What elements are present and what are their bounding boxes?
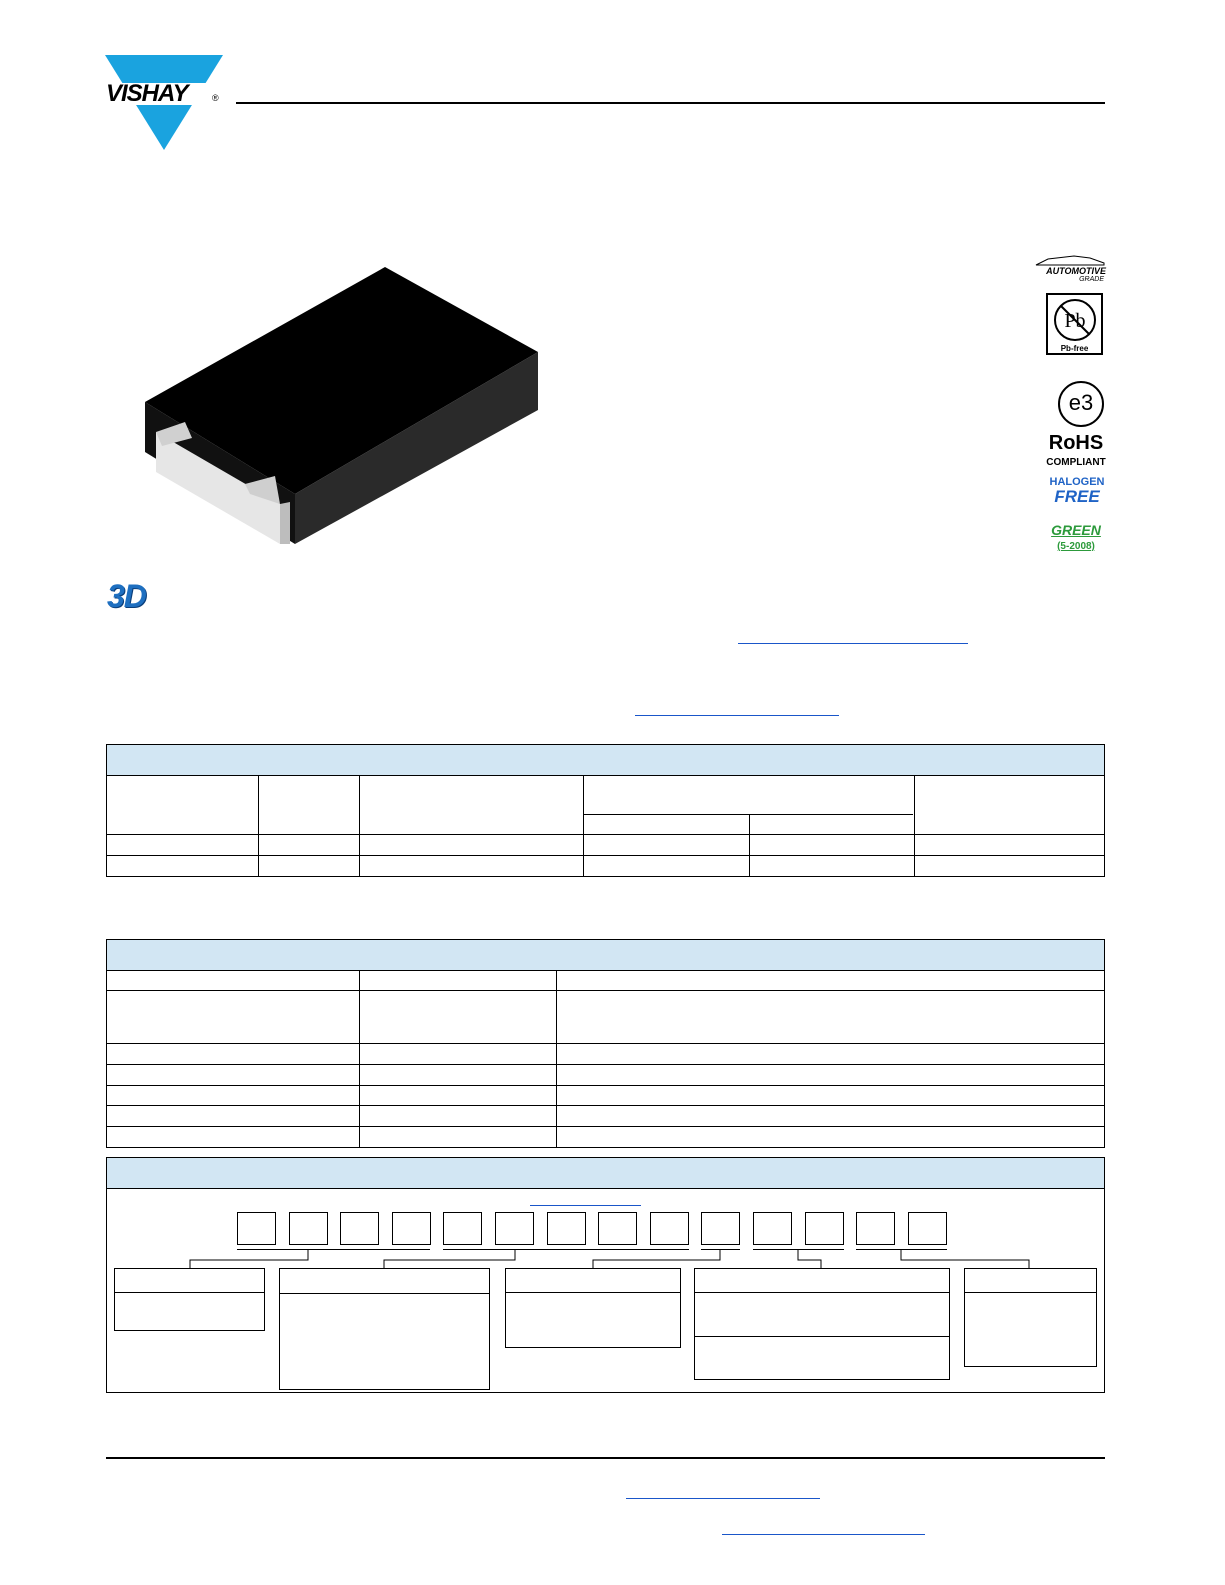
part-digit-box — [650, 1212, 689, 1245]
part-digit-box — [289, 1212, 328, 1245]
e3-label: e3 — [1068, 390, 1094, 415]
pb-free-icon — [1052, 297, 1098, 343]
header-rule — [236, 102, 1105, 104]
automotive-grade-label: AUTOMOTIVE — [1046, 266, 1106, 276]
logo-text: VISHAY — [106, 80, 188, 107]
part-digit-box — [908, 1212, 947, 1245]
logo-registered-mark: ® — [212, 93, 219, 103]
halogen-free-label: FREE — [1054, 487, 1100, 506]
part-group-box-5 — [964, 1268, 1097, 1367]
part-digit-box — [547, 1212, 586, 1245]
specifications-table — [106, 939, 1105, 1148]
green-label: GREEN — [1051, 522, 1101, 538]
footer-rule — [106, 1457, 1105, 1459]
part-digit-box — [753, 1212, 792, 1245]
product-summary-table-header — [107, 745, 1104, 776]
automotive-car-icon — [1034, 253, 1106, 267]
specifications-table-header — [107, 940, 1104, 971]
3d-model-badge[interactable]: 3D — [107, 578, 146, 614]
footer-link-1[interactable] — [626, 1498, 820, 1499]
green-date-label: (5-2008) — [1057, 541, 1095, 552]
part-group-box-4 — [694, 1268, 950, 1380]
part-digit-box — [701, 1212, 740, 1245]
part-digit-box — [237, 1212, 276, 1245]
svg-text:Pb: Pb — [1064, 310, 1086, 332]
halogen-label: HALOGEN — [1049, 476, 1105, 488]
part-group-box-2 — [279, 1268, 490, 1390]
rohs-label: RoHS — [1048, 432, 1104, 454]
part-digit-box — [340, 1212, 379, 1245]
rohs-compliant-label: COMPLIANT — [1046, 457, 1106, 468]
part-digit-box — [392, 1212, 431, 1245]
part-number-link[interactable] — [530, 1205, 641, 1206]
part-digit-box — [856, 1212, 895, 1245]
smd-diode-package-image — [140, 262, 545, 552]
part-numbering-table-header — [107, 1158, 1104, 1189]
automotive-grade-sub: GRADE — [1079, 276, 1104, 283]
part-group-box-1 — [114, 1268, 265, 1331]
datasheet-link-1[interactable] — [738, 643, 968, 644]
part-digit-box — [598, 1212, 637, 1245]
product-summary-table — [106, 744, 1105, 877]
datasheet-link-2[interactable] — [635, 715, 839, 716]
footer-link-2[interactable] — [722, 1534, 925, 1535]
pb-free-label: Pb-free — [1060, 344, 1089, 353]
part-digit-box — [443, 1212, 482, 1245]
part-digit-box — [805, 1212, 844, 1245]
part-group-box-3 — [505, 1268, 681, 1348]
part-digit-box — [495, 1212, 534, 1245]
